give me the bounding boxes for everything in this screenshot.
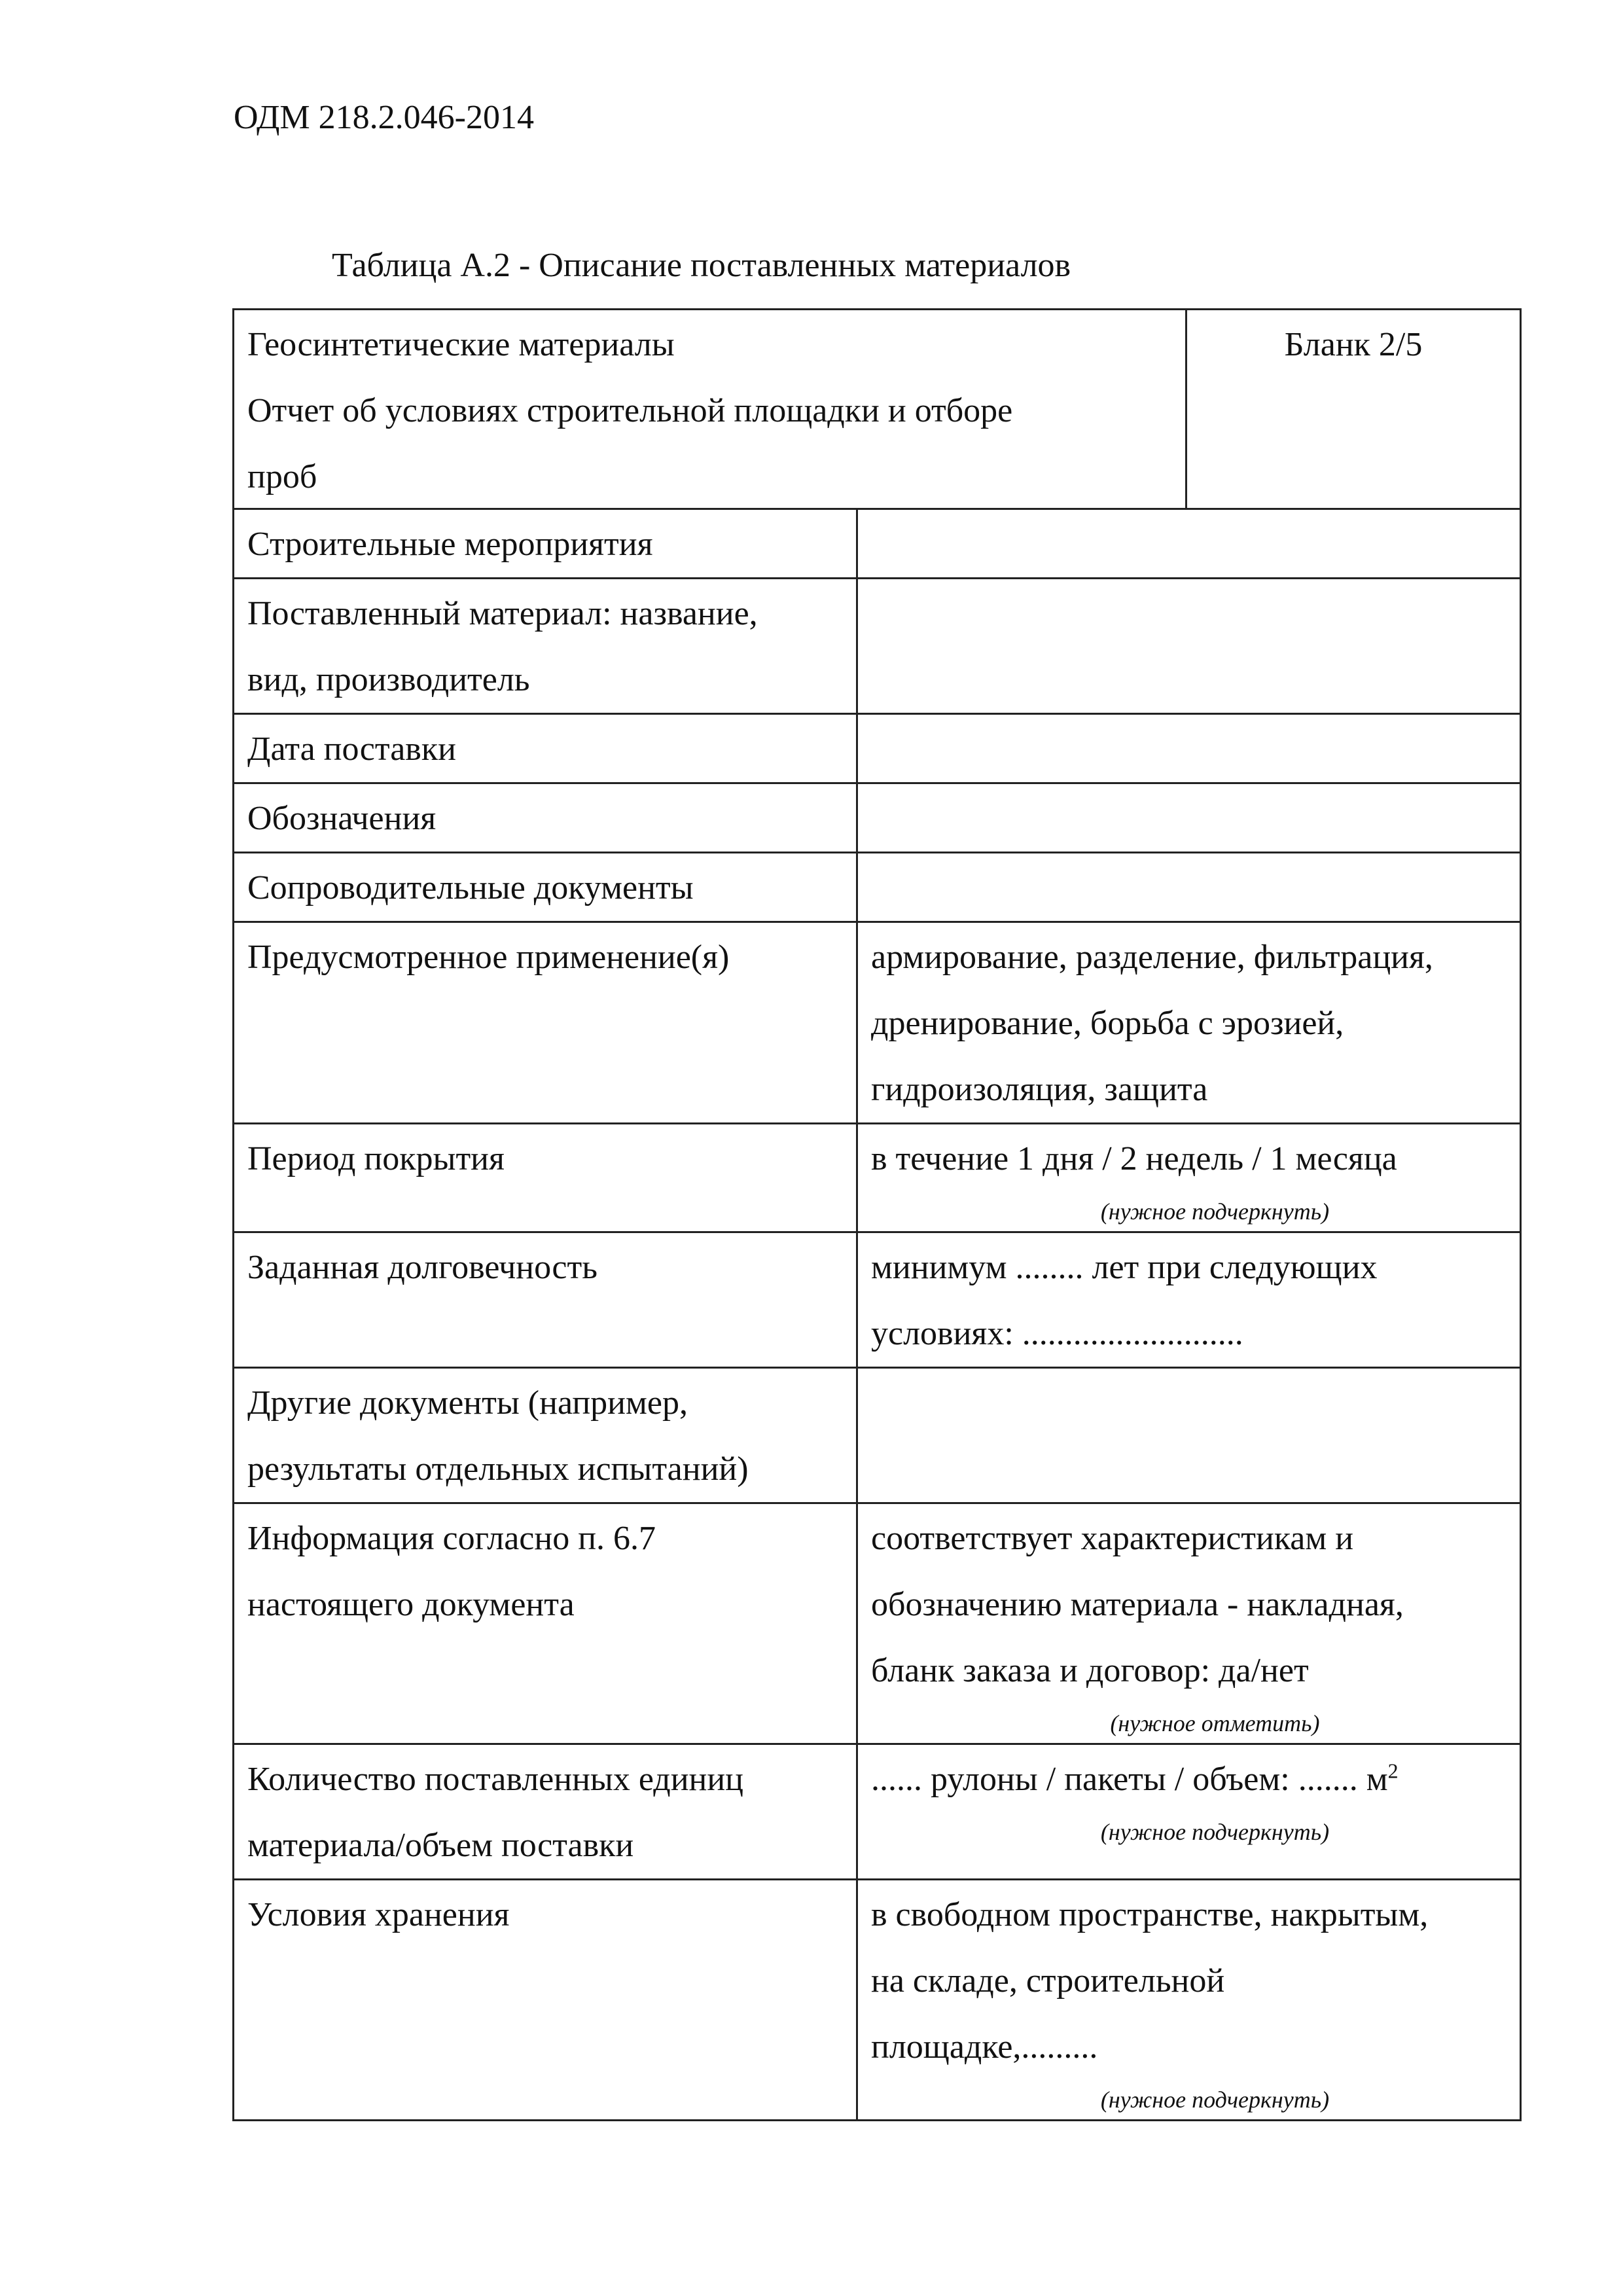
row-value-text: в течение 1 дня / 2 недель / 1 месяца [871,1140,1397,1177]
row-value-cell [857,1744,1521,1880]
header-line-1: Геосинтетические материалы [247,326,675,363]
row-label-text: результаты отдельных испытаний) [247,1450,749,1488]
table-row [234,714,1521,783]
row-value-text: минимум ........ лет при следующих [871,1249,1378,1286]
table-row [234,1503,1521,1744]
row-label-text: настоящего документа [247,1586,575,1623]
table-row [234,509,1521,579]
row-value-text: дренирование, борьба с эрозией, [871,1005,1344,1042]
table-row [234,1880,1521,2121]
table-caption: Таблица А.2 - Описание поставленных материалов [332,247,1071,284]
row-label-text: Сопроводительные документы [247,869,694,906]
row-label-cell [234,1124,857,1232]
row-label-cell [234,783,857,853]
row-value-text: условиях: .......................... [871,1315,1243,1352]
table-row [234,1232,1521,1368]
document-code: ОДМ 218.2.046-2014 [234,99,534,136]
table-row [234,922,1521,1124]
row-label-text: Количество поставленных единиц [247,1761,744,1798]
row-label-cell [234,1880,857,2121]
row-label-text: Период покрытия [247,1140,505,1177]
row-value-text: ...... рулоны / пакеты / объем: ....... $м^2$ [871,1759,1399,1798]
table-row [234,579,1521,714]
row-value-cell [857,783,1521,853]
row-label-text: Информация согласно п. 6.7 [247,1520,656,1557]
row-value-cell [857,1232,1521,1368]
row-value-cell [857,1503,1521,1744]
row-label-cell [234,1744,857,1880]
row-label-text: Строительные мероприятия [247,526,653,563]
row-label-text: Поставленный материал: название, [247,595,758,632]
table-row [234,1744,1521,1880]
row-value-cell [857,922,1521,1124]
row-label-text: Дата поставки [247,730,456,768]
row-value-text: гидроизоляция, защита [871,1071,1208,1108]
header-line-2: Отчет об условиях строительной площадки и отборе [247,392,1013,429]
row-label-cell [234,1503,857,1744]
row-note: (нужное подчеркнуть) [1100,1198,1330,1225]
row-value-text: бланк заказа и договор: да/нет [871,1652,1309,1689]
row-value-text: на складе, строительной [871,1962,1225,2000]
row-label-cell [234,1368,857,1503]
row-value-cell [857,853,1521,922]
row-label-text: Предусмотренное применение(я) [247,939,730,976]
form-number: Бланк 2/5 [1284,326,1423,363]
form-header [232,308,1522,510]
row-label-text: Обозначения [247,800,437,837]
row-note: (нужное подчеркнуть) [1100,2087,1330,2113]
table-row [234,853,1521,922]
row-value-text: соответствует характеристикам и [871,1520,1354,1557]
row-label-cell [234,579,857,714]
unit-superscript: 2 [1387,1759,1399,1783]
row-value-cell [857,1880,1521,2121]
row-value-text: в свободном пространстве, накрытым, [871,1896,1429,1933]
materials-table [232,508,1522,2121]
row-label-cell [234,1232,857,1368]
row-value-text: площадке,......... [871,2028,1098,2066]
row-label-cell [234,853,857,922]
row-value-cell [857,509,1521,579]
row-label-cell [234,509,857,579]
row-label-cell [234,714,857,783]
row-label-text: Другие документы (например, [247,1384,688,1422]
table-row [234,783,1521,853]
table-row [234,1368,1521,1503]
row-value-text: армирование, разделение, фильтрация, [871,939,1433,976]
row-note: (нужное отметить) [1110,1710,1320,1736]
row-value-text: обозначению материала - накладная, [871,1586,1404,1623]
row-value-cell [857,1368,1521,1503]
row-value-cell [857,579,1521,714]
row-label-cell [234,922,857,1124]
row-label-text: вид, производитель [247,661,530,698]
row-label-text: материала/объем поставки [247,1827,634,1864]
row-label-text: Заданная долговечность [247,1249,597,1286]
row-value-cell [857,714,1521,783]
form-header-title [247,312,1164,510]
row-note: (нужное подчеркнуть) [1100,1819,1330,1845]
row-value-cell [857,1124,1521,1232]
table-row [234,1124,1521,1232]
header-line-3: проб [247,458,317,495]
row-label-text: Условия хранения [247,1896,510,1933]
